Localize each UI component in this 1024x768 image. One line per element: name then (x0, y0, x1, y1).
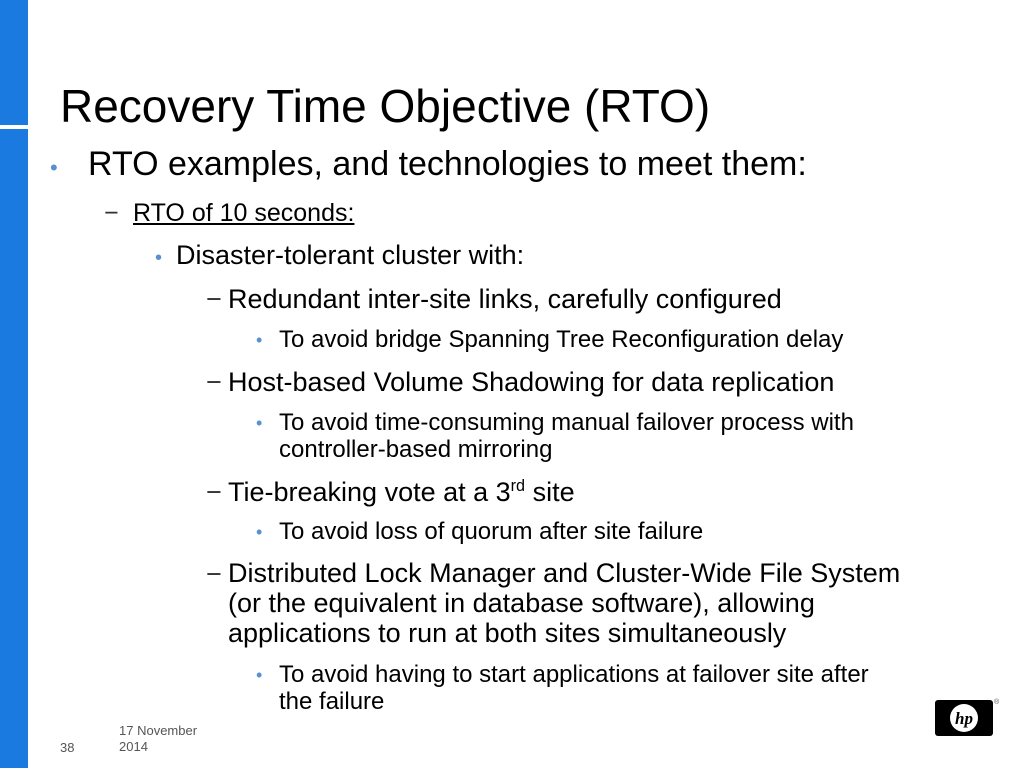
hp-logo (935, 700, 993, 736)
bullet-item-level4 (228, 476, 575, 508)
bullet-marker: • (50, 155, 58, 180)
bullet-text: site (525, 477, 575, 507)
footer-date (119, 723, 219, 755)
bullet-item-level5: To avoid bridge Spanning Tree Reconfiguration delay (279, 326, 844, 353)
dash-marker: − (206, 367, 222, 397)
bullet-text: Tie-breaking vote at a 3 (228, 477, 511, 507)
bullet-item-level2: RTO of 10 seconds: (133, 199, 355, 227)
bullet-item-level3: Disaster-tolerant cluster with: (176, 240, 525, 270)
page-number: 38 (60, 740, 75, 755)
bullet-item-level5 (279, 409, 854, 463)
bullet-line: applications to run at both sites simultaneously (228, 618, 787, 648)
bullet-line: (or the equivalent in database software), allowing (228, 588, 815, 618)
bullet-item-level5 (279, 661, 869, 715)
dash-marker: − (206, 477, 222, 507)
bullet-line: To avoid time-consuming manual failover process with (279, 409, 854, 436)
bullet-marker: • (256, 665, 263, 685)
bullet-item-level4: Host-based Volume Shadowing for data replication (228, 367, 835, 397)
bullet-line: controller-based mirroring (279, 436, 553, 463)
bullet-marker: • (256, 413, 263, 433)
bullet-item-level5: To avoid loss of quorum after site failure (279, 518, 704, 545)
bullet-marker: • (256, 522, 263, 542)
bullet-marker: • (155, 247, 163, 269)
bullet-line: Distributed Lock Manager and Cluster-Wide File System (228, 558, 901, 588)
bullet-line: To avoid having to start applications at failover site after (279, 661, 869, 688)
dash-marker: − (104, 199, 119, 227)
registered-mark: ® (994, 699, 1000, 706)
ordinal-superscript: rd (510, 477, 526, 495)
dash-marker: − (206, 284, 222, 314)
bullet-item-level1: RTO examples, and technologies to meet them: (88, 145, 807, 183)
hp-logo-text: hp (955, 709, 973, 728)
dash-marker: − (206, 559, 222, 589)
footer-date-line: 2014 (119, 739, 148, 754)
bullet-marker: • (256, 330, 263, 350)
slide-title: Recovery Time Objective (RTO) (60, 80, 711, 132)
bullet-line: the failure (279, 688, 385, 715)
bullet-item-level4: Redundant inter-site links, carefully configured (228, 284, 782, 314)
footer-date-line: 17 November (119, 723, 198, 738)
bullet-item-level4 (228, 558, 900, 648)
